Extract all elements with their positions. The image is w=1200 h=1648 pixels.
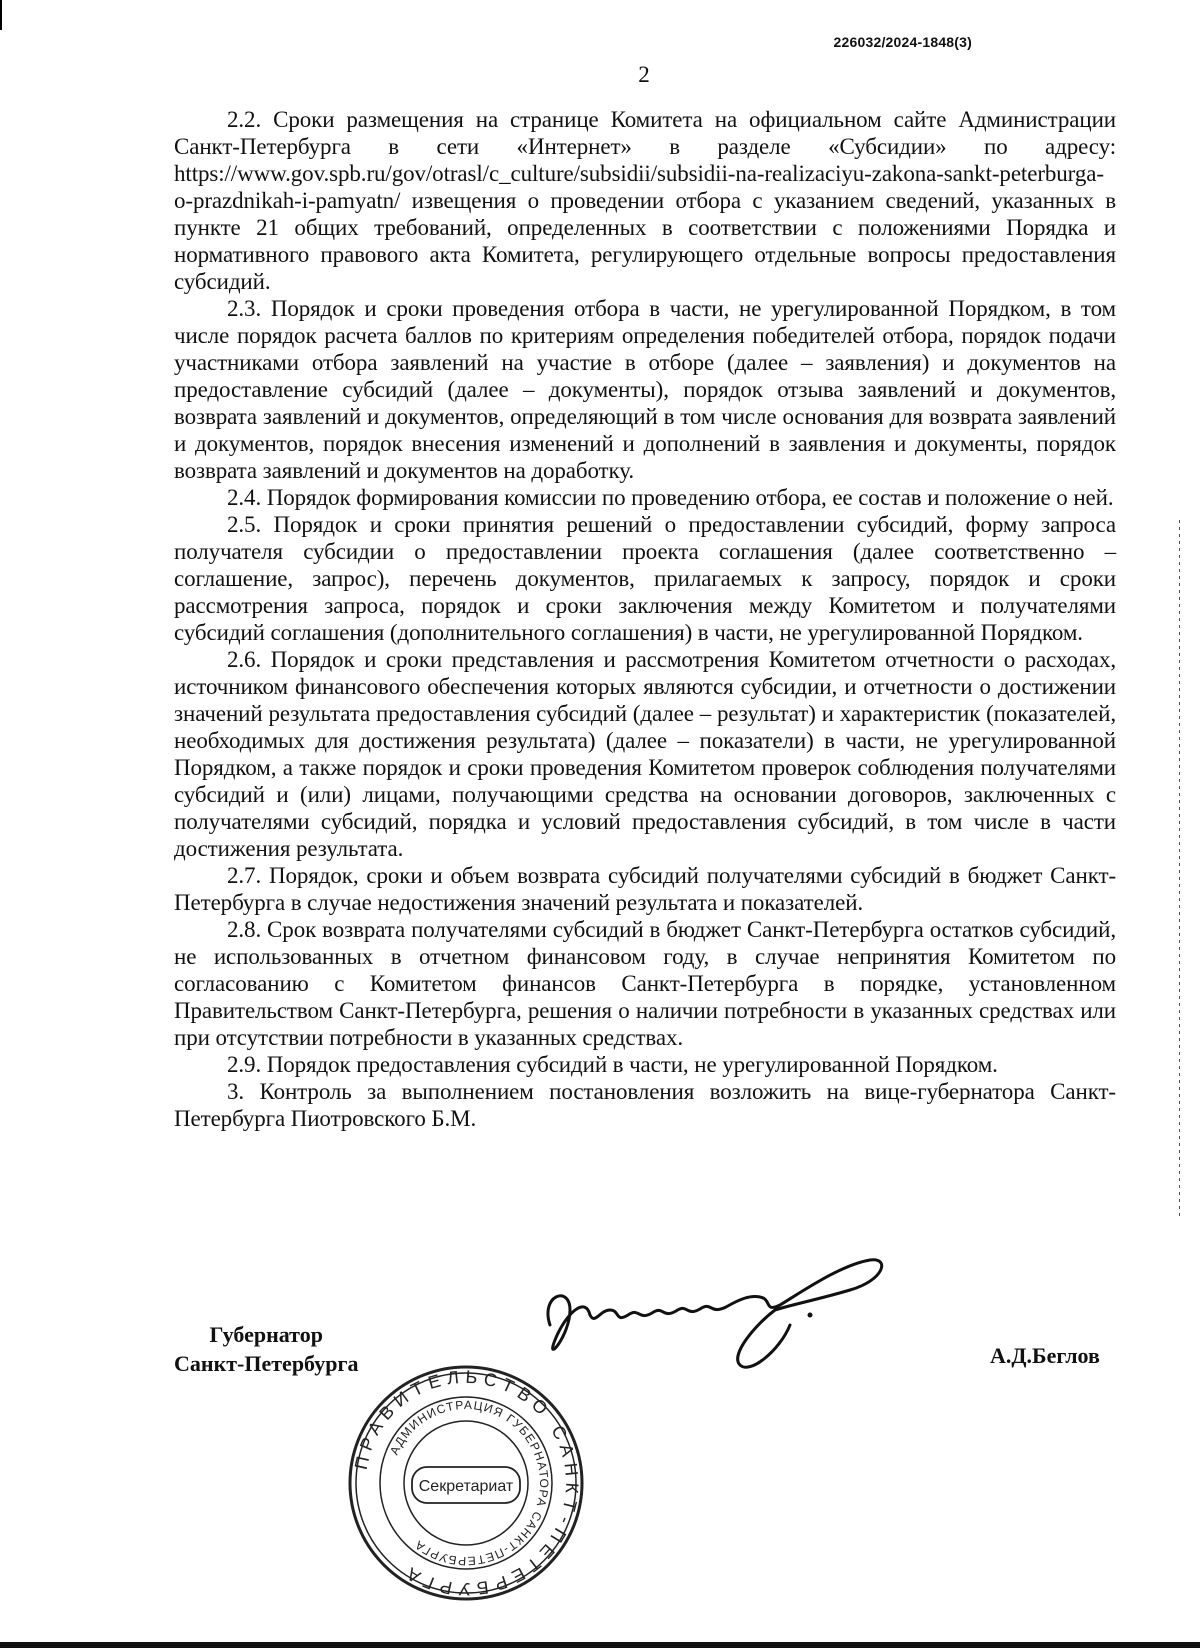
paragraph-2-8: 2.8. Срок возврата получателями субсидий в бюджет Санкт-Петербурга остатков субсидий, не использованных в отчетном финансовом году, в случае непринятия Комитетом по согласованию с Комитетом финансов Санкт-Петербурга в порядке, установленном Правительством Санкт-Петербурга, решения о наличии потребности в указанных средствах или при отсутствии потребности в указанных средствах. <box>174 917 1116 1050</box>
signer-position-line1: Губернатор <box>209 1322 323 1347</box>
signer-position <box>174 1320 358 1378</box>
seal-outer-text: ПРАВИТЕЛЬСТВО САНКТ-ПЕТЕРБУРГА <box>350 1366 583 1600</box>
signer-name: А.Д.Беглов <box>990 1343 1100 1368</box>
scan-edge-left <box>0 0 2 30</box>
document-number: 226032/2024-1848(3) <box>833 34 972 50</box>
paragraph-2-9: 2.9. Порядок предоставления субсидий в части, не урегулированной Порядком. <box>227 1052 998 1077</box>
official-seal <box>346 1363 586 1603</box>
page-number: 2 <box>638 62 650 87</box>
signer-position-line2: Санкт-Петербурга <box>174 1351 359 1376</box>
paragraph-2-7: 2.7. Порядок, сроки и объем возврата субсидий получателями субсидий в бюджет Санкт-Петербурга в случае недостижения значений результата и показателей. <box>174 863 1116 915</box>
paragraph-2-3: 2.3. Порядок и сроки проведения отбора в части, не урегулированной Порядком, в том числе порядок расчета баллов по критериям определения победителей отбора, порядок подачи участниками отбора заявлений на участие в отборе (далее – заявления) и документов на предоставление субсидий (далее – документы), порядок отзыва заявлений и документов, возврата заявлений и документов, определяющий в том числе основания для возврата заявлений и документов, порядок внесения изменений и дополнений в заявления и документы, порядок возврата заявлений и документов на доработку. <box>174 296 1116 483</box>
paragraph-3: 3. Контроль за выполнением постановления возложить на вице-губернатора Санкт-Петербурга Пиотровского Б.М. <box>174 1079 1116 1131</box>
scan-bottom-edge <box>0 1642 1200 1648</box>
seal-inner-text: АДМИНИСТРАЦИЯ ГУБЕРНАТОРА САНКТ-ПЕТЕРБУРГА <box>387 1397 552 1569</box>
paragraph-2-4: 2.4. Порядок формирования комиссии по проведению отбора, ее состав и положение о ней. <box>227 485 1114 510</box>
paragraph-2-5: 2.5. Порядок и сроки принятия решений о предоставлении субсидий, форму запроса получателя субсидии о предоставлении проекта соглашения (далее соответственно – соглашение, запрос), перечень документов, прилагаемых к запросу, порядок и сроки рассмотрения запроса, порядок и сроки заключения между Комитетом и получателями субсидий соглашения (дополнительного соглашения) в части, не урегулированной Порядком. <box>174 512 1116 645</box>
paragraph-2-6: 2.6. Порядок и сроки представления и рассмотрения Комитетом отчетности о расходах, источником финансового обеспечения которых являются субсидии, и отчетности о достижении значений результата предоставления субсидий (далее – результат) и характеристик (показателей, необходимых для достижения результата) (далее – показатели) в части, не урегулированной Порядком, а также порядок и сроки проведения Комитетом проверок соблюдения получателями субсидий и (или) лицами, получающими средства на основании договоров, заключенных с получателями субсидий, порядка и условий предоставления субсидий, в том числе в части достижения результата. <box>174 647 1116 861</box>
document-body <box>174 106 1116 1132</box>
handwritten-signature <box>540 1255 910 1385</box>
scan-edge-right <box>1179 520 1180 1220</box>
seal-center-text: Секретариат <box>418 1478 514 1495</box>
paragraph-2-2: 2.2. Сроки размещения на странице Комитета на официальном сайте Администрации Санкт-Петербурга в сети «Интернет» в разделе «Субсидии» по адресу: https://www.gov.spb.ru/gov/otrasl/c_culture/subsidii/subsidii-na-realizaciyu-zakona-sankt-peterburga-o-prazdnikah-i-pamyatn/ извещения о проведении отбора с указанием сведений, указанных в пункте 21 общих требований, определенных в соответствии с положениями Порядка и нормативного правового акта Комитета, регулирующего отдельные вопросы предоставления субсидий. <box>174 107 1116 294</box>
